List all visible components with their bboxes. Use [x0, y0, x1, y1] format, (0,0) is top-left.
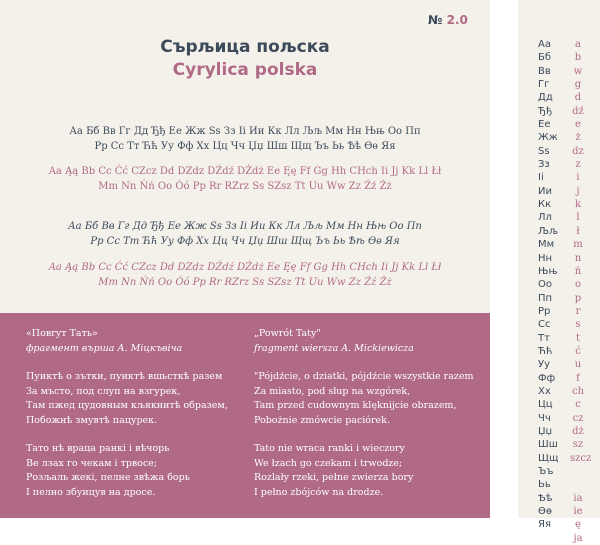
strip-cyrillic-letter: Фф	[538, 372, 556, 384]
latin-alphabet-upright	[0, 164, 490, 194]
strip-cyrillic-letter: Ии	[538, 185, 552, 197]
strip-cyrillic-letter: Кк	[538, 199, 552, 211]
strip-latin-letter: g	[574, 79, 582, 91]
poem-line: We łzach go czekam i trwodze;	[254, 457, 403, 469]
strip-cyrillic-letter: Ее	[538, 119, 551, 131]
poem-line: Побожнѣ змувтѣ пацурек.	[26, 414, 158, 426]
strip-cyrillic-letter: Сс	[538, 319, 551, 331]
strip-latin-letter: ja	[573, 532, 583, 544]
strip-cyrillic-letter: Вв	[538, 65, 551, 77]
strip-latin-letter: ć	[575, 345, 581, 357]
strip-latin-letter: ł	[576, 225, 580, 237]
poem-line: "Pójdźcie, o dziatki, pójdźcie wszystkie razem	[254, 371, 474, 382]
strip-latin-letter: ż	[575, 132, 581, 144]
title-cyrillic: Сърљица пољска	[160, 37, 330, 57]
strip-cyrillic-letter: Шш	[538, 439, 558, 451]
strip-latin-column	[570, 38, 592, 545]
alphabet-line: Mm Nn Ńń Oo Óó Pp Rr RZrz Ss SZsz Tt Uu Ww Zz Źź Żż	[98, 277, 392, 288]
strip-cyrillic-letter: Уу	[538, 359, 551, 371]
strip-latin-letter: i	[576, 172, 580, 184]
strip-latin-letter: szcz	[570, 452, 592, 464]
strip-latin-letter: a	[575, 39, 581, 50]
strip-latin-letter: dź	[572, 105, 584, 117]
strip-latin-letter: sz	[572, 439, 584, 451]
poem-line: I pełno zbójców na drodze.	[254, 486, 384, 498]
strip-cyrillic-letter: Ѕѕ	[538, 145, 550, 157]
stanza-gap	[254, 428, 474, 442]
strip-latin-letter: u	[574, 359, 582, 371]
strip-latin-letter: f	[576, 372, 580, 384]
poem-line: Za miasto, pod słup na wzgórek,	[254, 385, 411, 397]
strip-cyrillic-letter: Ьь	[538, 479, 551, 491]
strip-cyrillic-letter: Лл	[538, 212, 552, 224]
alphabet-line: Рр Сс Тт Ћћ Уу Фф Хх Цц Чч Џџ Шш Щщ Ъъ Ьь Ѣѣ Ѳѳ Яя	[90, 236, 400, 247]
poem-line: Tam przed cudownym klęknijcie obrazem,	[254, 400, 457, 411]
strip-latin-letter: m	[573, 239, 583, 251]
strip-cyrillic-letter: Цц	[538, 399, 553, 411]
strip-cyrillic-letter: Хх	[538, 385, 551, 397]
strip-latin-letter: ia	[573, 492, 583, 504]
strip-latin-letter: o	[574, 279, 582, 291]
strip-latin-letter: l	[576, 212, 580, 224]
strip-cyrillic-letter: Ѳѳ	[538, 506, 552, 518]
strip-latin-letter: ń	[574, 265, 582, 277]
poem-attribution: фрагмент вършa А. Міцкъвіча	[26, 342, 183, 354]
strip-cyrillic-letter: Џџ	[538, 425, 553, 437]
number-value: 2.0	[446, 13, 468, 27]
poem-line: Pobożnie zmówcie paciórek.	[254, 414, 390, 426]
strip-latin-letter: ę	[575, 519, 581, 531]
alphabet-line: Aa Ąą Bb Cc Ćć CZcz Dd DZdz DŹdź DŻdż Ee Ęę Ff Gg Hh CHch Ii Jj Kk Ll Łł	[48, 166, 442, 177]
strip-latin-letter: k	[574, 199, 582, 211]
strip-latin-letter: j	[576, 185, 580, 197]
strip-cyrillic-letter: Пп	[538, 292, 553, 304]
strip-cyrillic-letter: Ъъ	[538, 466, 554, 477]
alphabet-line: Aa Ąą Bb Cc Ćć CZcz Dd DZdz DŹdź DŻdż Ee Ęę Ff Gg Hh CHch Ii Jj Kk Ll Łł	[48, 262, 442, 273]
alphabet-line: Mm Nn Ńń Oo Óó Pp Rr RZrz Ss SZsz Tt Uu Ww Zz Źź Żż	[98, 181, 392, 192]
strip-cyrillic-letter: Тт	[538, 332, 550, 344]
strip-latin-letter: e	[575, 119, 581, 131]
strip-latin-letter: ch	[571, 385, 585, 397]
poem-band	[0, 313, 490, 518]
strip-cyrillic-letter: Щщ	[538, 452, 559, 464]
strip-cyrillic-letter: Іі	[538, 172, 544, 184]
poem-line: Там пжед цудовным кљякнитѣ образем,	[26, 400, 228, 411]
strip-latin-letter: w	[573, 65, 583, 77]
strip-cyrillic-letter: Яя	[538, 519, 551, 531]
strip-latin-letter: b	[574, 52, 582, 64]
poem-line: Пуиктѣ о зътки, пуиктѣ вшьсткѣ разем	[26, 371, 223, 382]
strip-latin-letter: c	[575, 399, 581, 411]
alphabet-strip	[518, 0, 600, 544]
strip-cyrillic-letter: Жж	[538, 132, 558, 144]
poem-line: Ве лзах го чекам і трвосе;	[26, 457, 158, 469]
strip-latin-letter: dz	[572, 145, 584, 157]
strip-cyrillic-letter: Чч	[538, 412, 551, 424]
strip-cyrillic-letter: Бб	[538, 52, 552, 64]
strip-latin-letter: dż	[572, 425, 584, 437]
poem-cyrillic	[26, 327, 228, 500]
strip-latin-letter: r	[575, 305, 581, 317]
poem-latin	[254, 327, 474, 500]
cyrillic-alphabet-upright	[0, 124, 490, 154]
alphabet-line: Аа Бб Вв Гг Дд Ђђ Ее Жж Ѕѕ Зз Іі Ии Кк Лл Љљ Мм Нн Њњ Оо Пп	[69, 126, 421, 137]
strip-latin-letter	[570, 465, 586, 478]
poem-title: „Powrót Taty"	[254, 328, 321, 339]
poem-line: За мъсто, под слуп на взгурек,	[26, 385, 181, 397]
strip-cyrillic-letter: Оо	[538, 279, 552, 291]
strip-cyrillic-letter: Гг	[538, 79, 550, 91]
latin-alphabet-italic	[0, 260, 490, 290]
strip-cyrillic-letter: Нн	[538, 252, 553, 264]
strip-latin-letter: s	[575, 319, 581, 331]
strip-latin-letter	[570, 478, 586, 491]
strip-latin-letter: cz	[572, 412, 584, 424]
cyrillic-alphabet-italic	[0, 219, 490, 249]
strip-cyrillic-letter: Љљ	[538, 225, 558, 237]
poem-line: Розљаль жекі, пелне звѣжа борь	[26, 472, 190, 483]
strip-cyrillic-letter: Ћћ	[538, 345, 553, 357]
poem-attribution: fragment wiersza A. Mickiewicza	[254, 342, 414, 354]
poem-line: І пелно збуицув на дросе.	[26, 486, 156, 498]
alphabet-line: Аа Бб Вв Гг Дд Ђђ Ее Жж Ѕѕ Зз Іі Ии Кк Лл Љљ Мм Нн Њњ Оо Пп	[68, 221, 422, 232]
strip-latin-letter: z	[575, 159, 581, 171]
strip-cyrillic-letter: Рр	[538, 305, 551, 317]
strip-cyrillic-letter: Ѣѣ	[538, 492, 553, 504]
number-sign: №	[428, 13, 443, 27]
stanza-gap	[26, 428, 228, 442]
strip-cyrillic-letter: Мм	[538, 239, 555, 251]
strip-cyrillic-column	[538, 38, 558, 532]
strip-latin-letter: p	[574, 292, 582, 304]
poem-line: Rozlały rzeki, pełne zwierza bory	[254, 472, 414, 483]
strip-latin-letter: ie	[573, 506, 583, 518]
strip-cyrillic-letter: Дд	[538, 92, 553, 104]
strip-cyrillic-letter: Аа	[538, 39, 551, 50]
strip-cyrillic-letter: Њњ	[538, 265, 558, 277]
strip-latin-letter: n	[574, 252, 582, 264]
poem-title: «Повrут Тать»	[26, 328, 98, 339]
alphabet-line: Рр Сс Тт Ћћ Уу Фф Хх Цц Чч Џџ Шш Щщ Ъъ Ьь Ѣѣ Ѳѳ Яя	[94, 141, 396, 152]
title-latin: Cyrylica polska	[172, 60, 318, 80]
strip-cyrillic-letter: Зз	[538, 159, 550, 171]
poem-line: Tato nie wraca ranki i wieczory	[254, 443, 405, 454]
strip-latin-letter: d	[574, 92, 582, 104]
poem-line: Тато нѣ враца ранкі і вѣчорь	[26, 443, 170, 454]
issue-number	[428, 13, 468, 27]
strip-latin-letter: t	[575, 332, 581, 344]
strip-cyrillic-letter: Ђђ	[538, 105, 553, 117]
